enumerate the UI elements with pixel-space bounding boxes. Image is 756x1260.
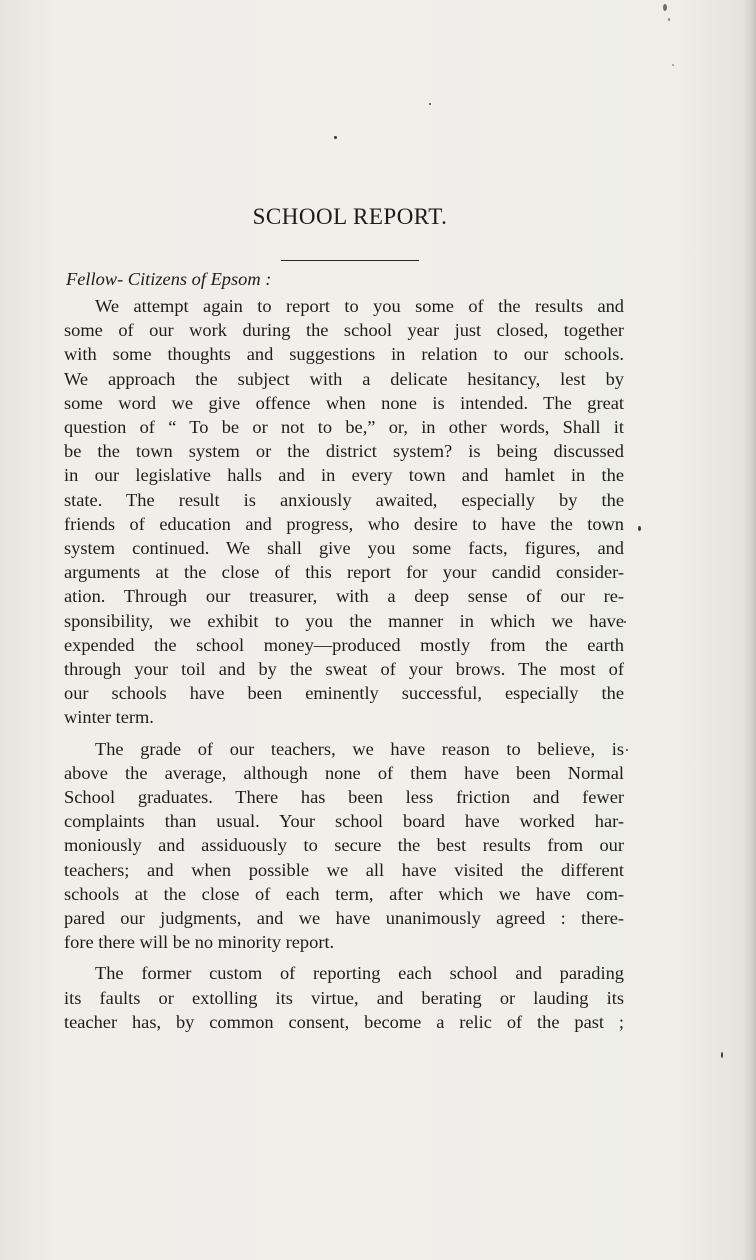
text-line: through your toil and by the sweat of your brows. The most of — [64, 659, 624, 680]
text-line: sponsibility, we exhibit to you the manner in which we have — [64, 610, 624, 631]
text-line: We approach the subject with a delicate hesitancy, lest by — [64, 368, 624, 389]
ink-speck — [429, 103, 431, 105]
text-line: schools at the close of each term, after which we have com- — [64, 883, 624, 904]
text-line: with some thoughts and suggestions in relation to our schools. — [64, 344, 624, 365]
ink-speck — [663, 4, 667, 11]
paragraph-2 — [64, 737, 624, 955]
text-line: state. The result is anxiously awaited, especially by the — [64, 489, 624, 510]
text-line: be the town system or the district system? is being discussed — [64, 441, 624, 462]
text-line: system continued. We shall give you some facts, figures, and — [64, 538, 624, 559]
salutation: Fellow- Citizens of Epsom : — [66, 269, 272, 289]
text-line: our schools have been eminently successful, especially the — [64, 683, 624, 704]
ink-speck — [334, 136, 337, 139]
text-line: in our legislative halls and in every town and hamlet in the — [64, 465, 624, 486]
ink-speck — [668, 18, 670, 21]
text-line: School graduates. There has been less friction and fewer — [64, 787, 624, 808]
text-line: fore there will be no minority report. — [64, 932, 335, 953]
ink-speck — [638, 526, 641, 531]
text-line: complaints than usual. Your school board have worked har- — [64, 811, 624, 832]
ink-speck — [626, 749, 628, 751]
paragraph-1 — [64, 294, 624, 730]
page-edge-shadow — [742, 0, 756, 1260]
report-body — [64, 264, 624, 1034]
text-line: expended the school money—produced mostly from the earth — [64, 634, 624, 655]
text-line: ation. Through our treasurer, with a deep sense of our re- — [64, 586, 624, 607]
text-line: some word we give offence when none is intended. The great — [64, 392, 624, 413]
text-line: We attempt again to report to you some of the results and — [95, 296, 624, 316]
text-line: moniously and assiduously to secure the best results from our — [64, 835, 624, 856]
text-line: pared our judgments, and we have unanimously agreed : there- — [64, 908, 624, 929]
text-line: arguments at the close of this report for your candid consider- — [64, 562, 624, 583]
ink-speck — [624, 621, 626, 623]
text-line: teachers; and when possible we all have visited the different — [64, 859, 624, 880]
text-line: some of our work during the school year just closed, together — [64, 320, 624, 341]
ink-speck — [672, 64, 674, 66]
text-line: its faults or extolling its virtue, and berating or lauding its — [64, 987, 624, 1008]
text-line: friends of education and progress, who desire to have the town — [64, 513, 624, 534]
text-line: teacher has, by common consent, become a relic of the past ; — [64, 1011, 624, 1032]
paragraph-3 — [64, 961, 624, 1034]
title-divider — [281, 260, 419, 261]
text-line: question of “ To be or not to be,” or, in other words, Shall it — [64, 417, 624, 438]
text-line: winter term. — [64, 707, 154, 728]
page-title: SCHOOL REPORT. — [252, 204, 448, 229]
text-line: The former custom of reporting each school and parading — [95, 963, 624, 984]
text-line: The grade of our teachers, we have reason to believe, is — [95, 738, 624, 759]
ink-speck — [721, 1052, 723, 1058]
text-line: above the average, although none of them have been Normal — [64, 762, 624, 783]
